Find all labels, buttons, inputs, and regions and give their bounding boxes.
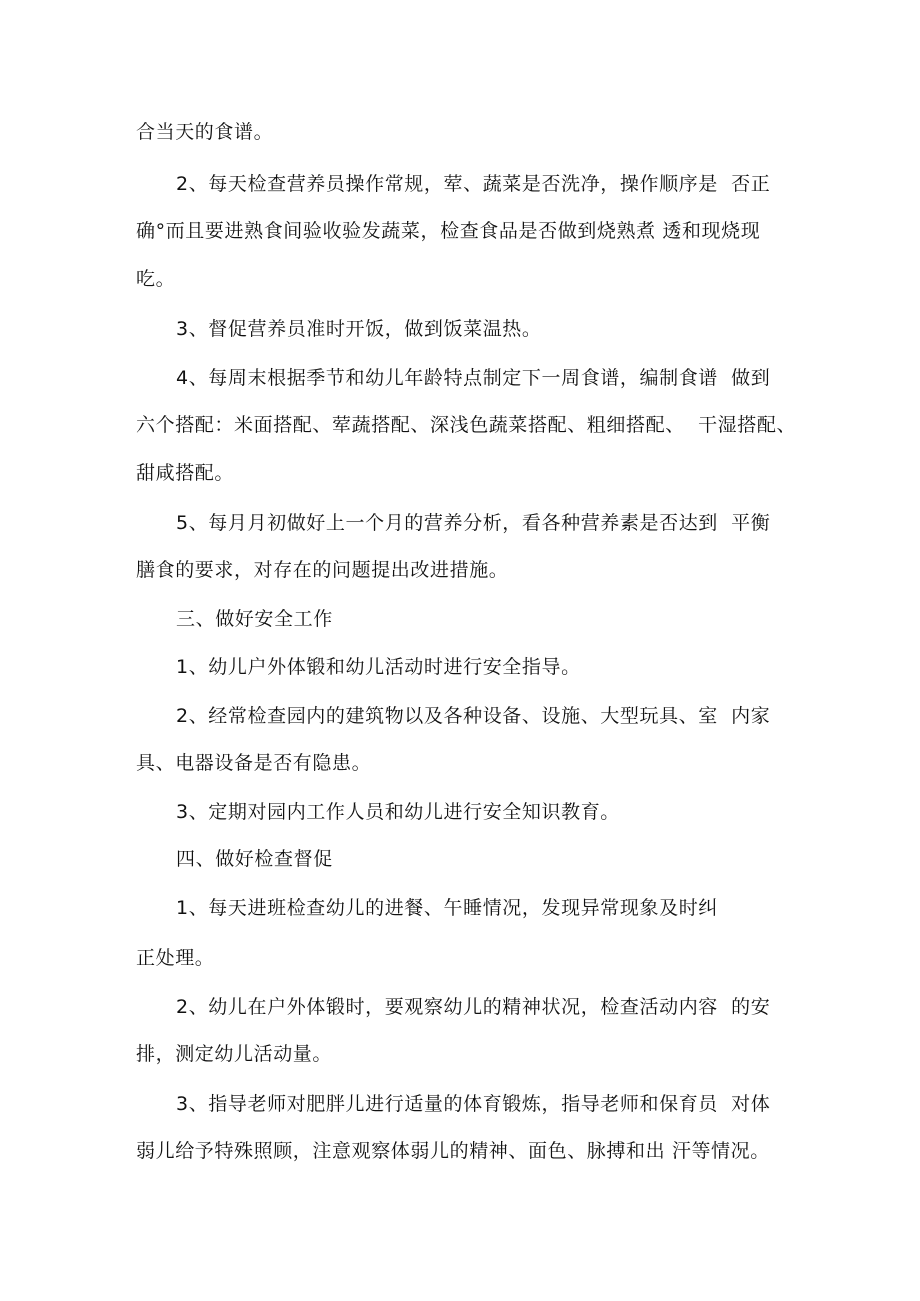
text-line: 确°而且要进熟食间验收验发蔬菜，检查食品是否做到烧熟煮 透和现烧现 bbox=[136, 220, 761, 242]
text-line: 1、每天进班检查幼儿的进餐、午睡情况，发现异常现象及时纠 bbox=[176, 897, 718, 919]
text-line: 合当天的食谱。 bbox=[136, 121, 274, 143]
text-line: 吃。 bbox=[136, 268, 176, 290]
text-line: 弱儿给予特殊照顾，注意观察体弱儿的精神、面色、脉搏和出 汗等情况。 bbox=[136, 1140, 770, 1162]
text-line: 甜咸搭配。 bbox=[136, 462, 235, 484]
text-line: 2、每天检查营养员操作常规，荤、蔬菜是否洗净，操作顺序是 否正 bbox=[176, 173, 771, 195]
text-line: 1、幼儿户外体锻和幼儿活动时进行安全指导。 bbox=[176, 656, 581, 678]
text-line: 3、定期对园内工作人员和幼儿进行安全知识教育。 bbox=[176, 801, 620, 823]
text-line: 3、督促营养员准时开饭，做到饭菜温热。 bbox=[176, 318, 542, 340]
text-line: 2、经常检查园内的建筑物以及各种设备、设施、大型玩具、室 内家 bbox=[176, 705, 771, 727]
section-heading: 三、做好安全工作 bbox=[176, 608, 333, 630]
text-line: 3、指导老师对肥胖儿进行适量的体育锻炼，指导老师和保育员 对体 bbox=[176, 1093, 771, 1115]
text-line: 排，测定幼儿活动量。 bbox=[136, 1043, 333, 1065]
text-line: 膳食的要求，对存在的问题提出改进措施。 bbox=[136, 559, 509, 581]
text-line: 5、每月月初做好上一个月的营养分析，看各种营养素是否达到 平衡 bbox=[176, 512, 771, 534]
text-line: 正处理。 bbox=[136, 947, 215, 969]
text-line: 具、电器设备是否有隐患。 bbox=[136, 752, 372, 774]
text-line: 4、每周末根据季节和幼儿年龄特点制定下一周食谱，编制食谱 做到 bbox=[176, 367, 771, 389]
text-line: 六个搭配：米面搭配、荤蔬搭配、深浅色蔬菜搭配、粗细搭配、 干湿搭配、 bbox=[136, 414, 797, 436]
section-heading: 四、做好检查督促 bbox=[176, 848, 333, 870]
text-line: 2、幼儿在户外体锻时，要观察幼儿的精神状况，检查活动内容 的安 bbox=[176, 996, 771, 1018]
